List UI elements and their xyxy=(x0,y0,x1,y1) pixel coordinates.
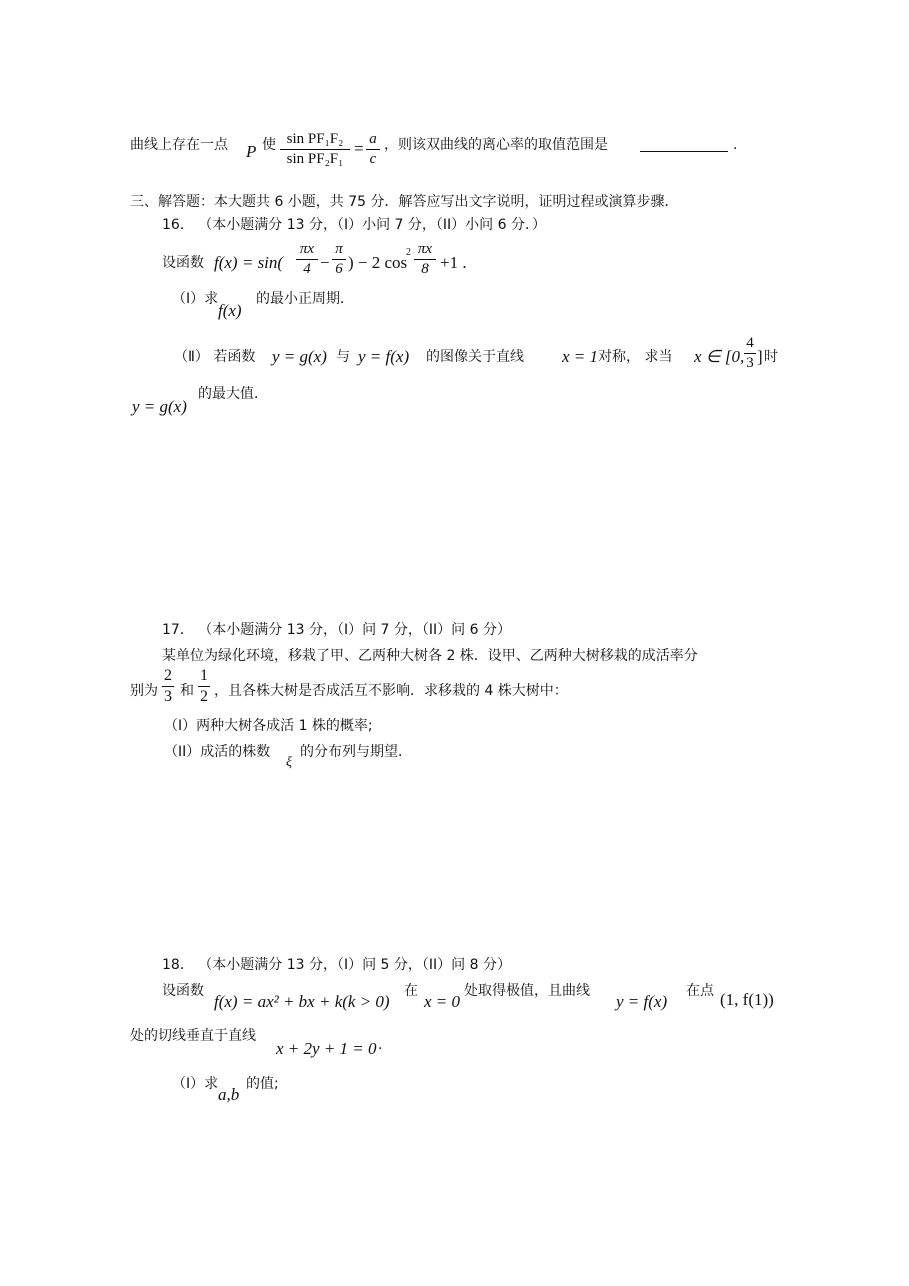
q15-text-before: 曲线上存在一点 xyxy=(130,137,228,153)
q16-part2-end: 的最大值． xyxy=(198,386,268,402)
q16-part2-range-post: ] xyxy=(757,347,763,366)
q16-minus: − xyxy=(320,253,330,272)
q17-part2-post: 的分布列与期望． xyxy=(300,744,412,760)
q16-frac2 xyxy=(332,242,346,277)
q18-func: f(x) = ax² + bx + k(k > 0) xyxy=(214,992,390,1011)
q15-frac-right-den: c xyxy=(369,151,377,167)
q16-part1-prefix: （I）求 xyxy=(172,291,219,307)
q16-mid: ) − 2 cos xyxy=(348,253,408,272)
q16-header: 16． （本小题满分 13 分，（I）小问 7 分，（II）小问 6 分．） xyxy=(162,217,546,233)
q18-header: 18． （本小题满分 13 分，（I）问 5 分，（II）问 8 分） xyxy=(162,957,511,973)
q15-fraction-right xyxy=(366,132,380,167)
q16-func-lhs: f(x) = sin( xyxy=(214,253,284,272)
q16-part2-line: x = 1 xyxy=(562,347,599,366)
q16-part2-f: y = f(x) xyxy=(358,347,410,366)
fraction-bar xyxy=(280,149,350,150)
fraction-bar xyxy=(332,259,346,260)
q16-part1-func: f(x) xyxy=(218,301,242,320)
q15-fraction-left xyxy=(280,132,350,167)
q18-at-point: 在点 xyxy=(686,983,714,999)
fraction-bar xyxy=(162,686,174,687)
q16-tail: +1 . xyxy=(440,253,467,272)
fraction-bar xyxy=(198,686,210,687)
q17-frac-a xyxy=(162,668,174,705)
q18-text1: 处取得极值，且曲线 xyxy=(464,983,590,999)
q15-text-use: 使 xyxy=(262,137,276,153)
q16-frac3-den: 8 xyxy=(421,261,429,277)
q18-line2: 处的切线垂直于直线 xyxy=(130,1028,256,1044)
q18-at: 在 xyxy=(404,983,418,999)
q16-frac3 xyxy=(414,242,436,277)
q16-part2-prefix: （Ⅱ） 若函数 xyxy=(174,349,256,365)
q16-frac2-num: π xyxy=(335,241,343,257)
q18-line2-end: . xyxy=(378,1037,383,1053)
q16-frac1-num: πx xyxy=(299,241,315,257)
q17-frac-b xyxy=(198,668,210,705)
q16-part2-when: 时 xyxy=(764,349,778,365)
q17-line2-pre: 别为 xyxy=(130,683,158,699)
q17-line1: 某单位为绿化环境，移栽了甲、乙两种大树各 2 株．设甲、乙两种大树移栽的成活率分 xyxy=(162,648,698,664)
q18-x0: x = 0 xyxy=(424,992,461,1011)
q18-point: (1, f(1)) xyxy=(720,990,774,1009)
q17-line2-and: 和 xyxy=(180,683,194,699)
q15-frac-left-num: sin PF₁F₂ xyxy=(286,131,344,147)
q16-range-num: 4 xyxy=(746,335,754,351)
q17-frac-b-num: 1 xyxy=(200,667,208,684)
q18-intro: 设函数 xyxy=(162,983,204,999)
q17-header: 17． （本小题满分 13 分，（I）问 7 分，（II）问 6 分） xyxy=(162,622,511,638)
q16-part2-sym: 对称， 求当 xyxy=(598,349,673,365)
q16-square: 2 xyxy=(406,247,411,258)
q18-line-eq: x + 2y + 1 = 0 xyxy=(276,1039,377,1058)
q16-part2-g2: y = g(x) xyxy=(132,397,187,416)
q17-frac-b-den: 2 xyxy=(200,688,208,705)
q16-part2-range-pre: x ∈ [0, xyxy=(694,347,745,366)
q16-part2-text: 的图像关于直线 xyxy=(426,349,524,365)
q16-frac3-num: πx xyxy=(417,241,433,257)
q17-part2-pre: （II）成活的株数 xyxy=(164,744,271,760)
q16-frac1-den: 4 xyxy=(303,261,311,277)
q17-line2-post: ，且各株大树是否成活互不影响．求移栽的 4 株大树中： xyxy=(214,683,568,699)
q18-part1-text: 的值; xyxy=(246,1076,279,1092)
q16-part2-with: 与 xyxy=(336,349,350,365)
fraction-bar xyxy=(296,259,318,260)
q15-text-after: ，则该双曲线的离心率的取值范围是 xyxy=(384,137,608,153)
q18-curve: y = f(x) xyxy=(616,992,668,1011)
q15-var-p: P xyxy=(246,142,257,161)
q16-part2-range-frac xyxy=(744,336,756,371)
q17-part1: （I）两种大树各成活 1 株的概率; xyxy=(164,718,373,734)
q17-xi: ξ xyxy=(286,755,292,770)
q16-part1-text: 的最小正周期． xyxy=(256,291,354,307)
q18-part1-vars: a,b xyxy=(218,1085,240,1104)
q15-frac-right-num: a xyxy=(369,131,377,147)
q15-answer-blank xyxy=(640,138,728,155)
q15-frac-left-den: sin PF₂F₁ xyxy=(286,151,344,167)
fraction-bar xyxy=(744,353,756,354)
q16-intro: 设函数 xyxy=(162,255,204,271)
fraction-bar xyxy=(366,149,380,150)
q16-frac1 xyxy=(296,242,318,277)
q15-end: . xyxy=(733,137,738,153)
fraction-bar xyxy=(414,259,436,260)
q17-frac-a-den: 3 xyxy=(164,688,172,705)
section3-heading: 三、解答题：本大题共 6 小题，共 75 分．解答应写出文字说明，证明过程或演算步骤． xyxy=(130,194,679,210)
q17-frac-a-num: 2 xyxy=(164,667,172,684)
q16-frac2-den: 6 xyxy=(335,261,343,277)
q15-eq: = xyxy=(354,139,364,158)
q18-part1-prefix: （I）求 xyxy=(172,1076,219,1092)
q16-range-den: 3 xyxy=(746,355,754,371)
q16-part2-g: y = g(x) xyxy=(272,347,327,366)
